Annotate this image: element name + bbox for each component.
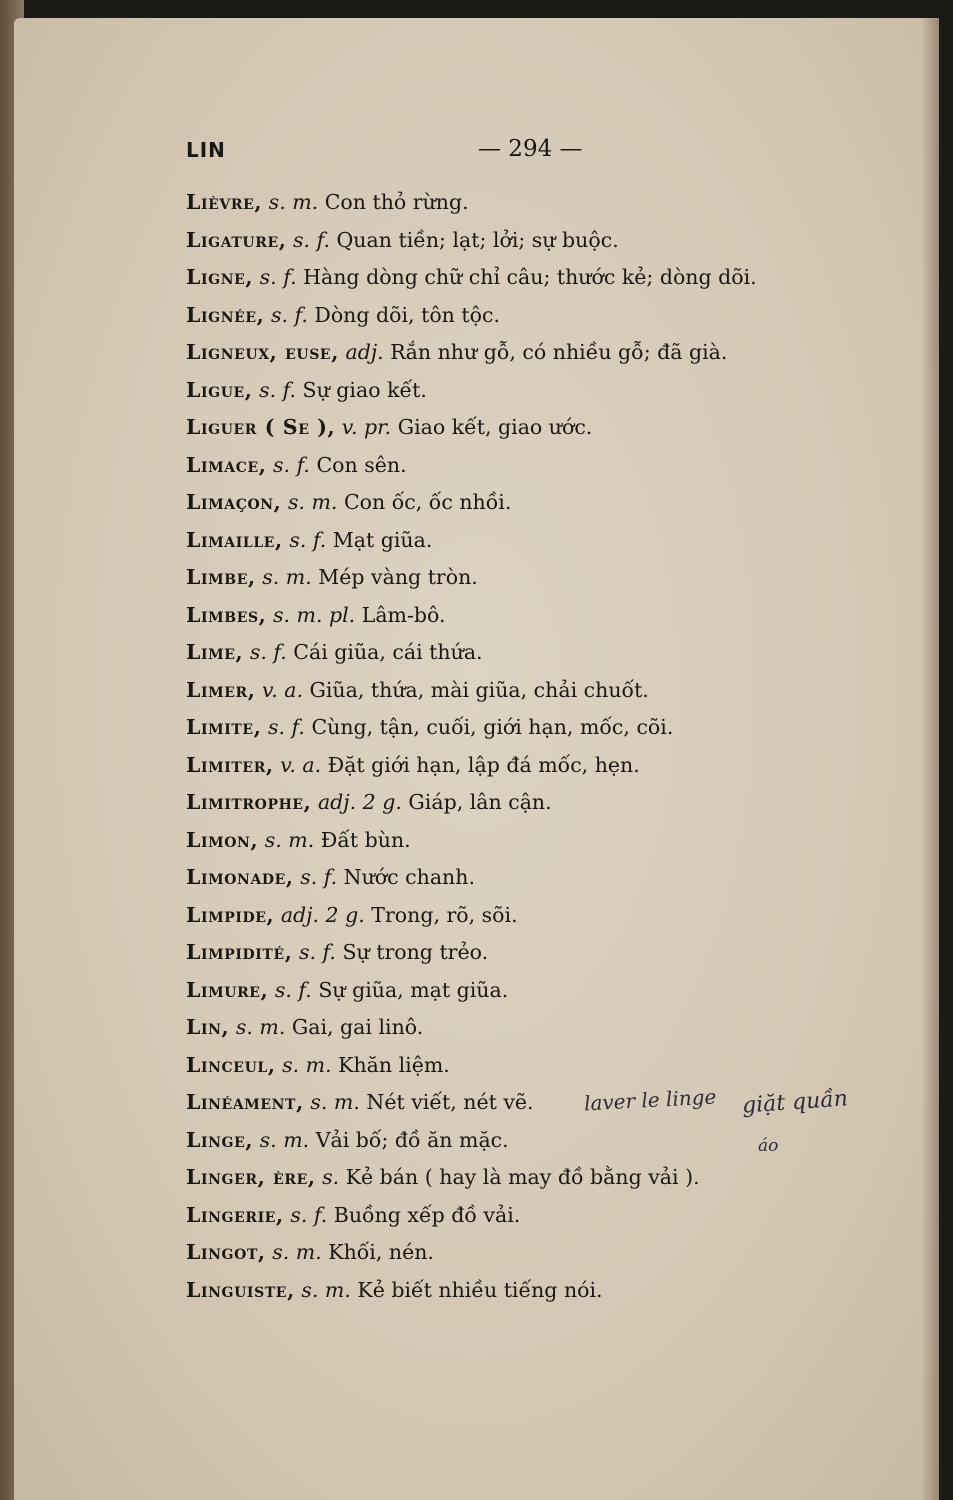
entry-grammar: s. f. bbox=[270, 302, 308, 327]
dictionary-entry bbox=[186, 447, 866, 485]
entry-definition: Mép vàng tròn. bbox=[318, 565, 478, 589]
entry-definition: Vải bố; đồ ăn mặc. bbox=[315, 1127, 509, 1152]
entry-definition: Gai, gai linô. bbox=[291, 1015, 424, 1039]
dictionary-entry bbox=[186, 1272, 866, 1310]
entry-grammar: s. f. bbox=[298, 940, 336, 964]
entry-grammar: s. f. bbox=[274, 977, 312, 1002]
entry-headword: Lignée, bbox=[186, 302, 265, 327]
entry-headword: Limonade, bbox=[186, 865, 294, 889]
entry-grammar: s. m. bbox=[268, 190, 319, 214]
entry-headword: Linguiste, bbox=[186, 1277, 295, 1302]
entry-grammar: s. f. bbox=[273, 452, 310, 477]
entry-headword: Ligneux, euse, bbox=[186, 340, 339, 364]
entry-grammar: s. f. bbox=[300, 865, 338, 889]
dictionary-entry bbox=[186, 259, 866, 297]
entry-headword: Ligue, bbox=[186, 377, 253, 402]
entry-grammar: s. f. bbox=[293, 227, 330, 252]
entry-grammar: adj. bbox=[345, 340, 384, 364]
entry-definition: Khối, nén. bbox=[328, 1240, 434, 1264]
dictionary-entry bbox=[186, 934, 866, 972]
entry-definition: Buồng xếp đồ vải. bbox=[333, 1202, 521, 1227]
entry-grammar: v. a. bbox=[262, 677, 303, 702]
entry-grammar: s. m. bbox=[287, 490, 338, 514]
entry-grammar: s. m. bbox=[235, 1015, 286, 1039]
entry-grammar: v. a. bbox=[280, 752, 322, 777]
dictionary-entry bbox=[186, 484, 866, 522]
dictionary-entry bbox=[186, 709, 866, 747]
dictionary-entry bbox=[186, 1197, 866, 1235]
entry-grammar: adj. 2 g. bbox=[280, 902, 365, 927]
dictionary-entry bbox=[186, 634, 866, 672]
page-header bbox=[186, 138, 606, 172]
entry-headword: Liguer ( Se ), bbox=[186, 415, 336, 439]
entry-grammar: s. f. bbox=[259, 377, 297, 402]
handwritten-note-vietnamese-2: áo bbox=[758, 1136, 779, 1156]
dictionary-entry bbox=[186, 822, 866, 860]
entry-headword: Lime, bbox=[186, 640, 244, 664]
entry-grammar: s. f. bbox=[249, 640, 287, 664]
entry-headword: Limite, bbox=[186, 715, 262, 739]
dictionary-entry bbox=[186, 334, 866, 372]
dictionary-entry bbox=[186, 522, 866, 560]
entry-definition: Con sên. bbox=[316, 452, 407, 477]
dictionary-entry bbox=[186, 1009, 866, 1047]
entry-definition: Đặt giới hạn, lập đá mốc, hẹn. bbox=[327, 752, 640, 777]
dictionary-entry bbox=[186, 672, 866, 710]
entry-grammar: s. f. bbox=[259, 265, 297, 289]
entry-definition: Quan tiền; lạt; lởi; sự buộc. bbox=[336, 227, 619, 252]
entry-headword: Limaçon, bbox=[186, 490, 282, 514]
entry-definition: Sự giao kết. bbox=[302, 377, 427, 402]
entry-grammar: s. m. pl. bbox=[272, 602, 356, 627]
entry-definition: Trong, rõ, sõi. bbox=[371, 902, 518, 927]
dictionary-entry bbox=[186, 184, 866, 222]
entry-grammar: adj. 2 g. bbox=[317, 790, 402, 814]
entry-definition: Hàng dòng chữ chỉ câu; thước kẻ; dòng dõi. bbox=[303, 265, 757, 289]
entry-definition: Nét viết, nét vẽ. bbox=[366, 1090, 534, 1114]
entry-headword: Limure, bbox=[186, 977, 269, 1002]
entry-headword: Linéament, bbox=[186, 1090, 304, 1114]
dictionary-entry bbox=[186, 897, 866, 935]
entry-definition: Rắn như gỗ, có nhiều gỗ; đã già. bbox=[390, 340, 728, 364]
dictionary-entry bbox=[186, 559, 866, 597]
dictionary-entry bbox=[186, 222, 866, 260]
dictionary-entry bbox=[186, 1159, 866, 1197]
entry-definition: Mạt giũa. bbox=[332, 527, 433, 552]
dictionary-entry bbox=[186, 372, 866, 410]
entry-headword: Lièvre, bbox=[186, 190, 263, 214]
entry-definition: Dòng dõi, tôn tộc. bbox=[314, 302, 500, 327]
entry-grammar: s. m. bbox=[264, 827, 315, 852]
entry-headword: Lingerie, bbox=[186, 1202, 284, 1227]
entry-grammar: s. bbox=[322, 1165, 340, 1189]
entry-grammar: v. pr. bbox=[341, 415, 392, 439]
entry-headword: Linger, ère, bbox=[186, 1165, 316, 1189]
entry-grammar: s. m. bbox=[272, 1240, 322, 1264]
entry-definition: Cùng, tận, cuối, giới hạn, mốc, cõi. bbox=[311, 715, 674, 739]
entry-definition: Giao kết, giao ước. bbox=[397, 415, 593, 439]
entry-headword: Limace, bbox=[186, 452, 267, 477]
entry-definition: Sự trong trẻo. bbox=[342, 940, 489, 964]
entry-grammar: s. f. bbox=[289, 527, 327, 552]
entry-definition: Giũa, thứa, mài giũa, chải chuốt. bbox=[309, 677, 649, 702]
entry-headword: Linceul, bbox=[186, 1052, 276, 1077]
entry-headword: Lingot, bbox=[186, 1240, 266, 1264]
entry-headword: Linge, bbox=[186, 1127, 254, 1152]
entry-headword: Limpide, bbox=[186, 902, 275, 927]
entry-definition: Con ốc, ốc nhồi. bbox=[343, 490, 512, 514]
entry-grammar: s. m. bbox=[301, 1277, 351, 1302]
entry-headword: Limbes, bbox=[186, 602, 267, 627]
entry-grammar: s. m. bbox=[282, 1052, 332, 1077]
dictionary-entry bbox=[186, 859, 866, 897]
entry-grammar: s. m. bbox=[310, 1090, 360, 1114]
dictionary-entry bbox=[186, 972, 866, 1010]
entry-definition: Sự giũa, mạt giũa. bbox=[318, 977, 509, 1002]
page-edge bbox=[921, 18, 939, 1500]
entry-grammar: s. f. bbox=[290, 1202, 328, 1227]
entry-headword: Ligne, bbox=[186, 265, 254, 289]
entry-grammar: s. f. bbox=[267, 715, 305, 739]
dictionary-entry bbox=[186, 747, 866, 785]
handwritten-note-vietnamese: giặt quần bbox=[741, 1086, 849, 1119]
entry-headword: Limbe, bbox=[186, 565, 256, 589]
entry-headword: Lin, bbox=[186, 1015, 230, 1039]
entry-definition: Khăn liệm. bbox=[338, 1052, 450, 1077]
entry-headword: Limon, bbox=[186, 827, 259, 852]
entry-headword: Ligature, bbox=[186, 227, 287, 252]
dictionary-entry bbox=[186, 1234, 866, 1272]
entry-headword: Limitrophe, bbox=[186, 790, 312, 814]
entry-definition: Đất bùn. bbox=[320, 827, 411, 852]
page-number: — 294 — bbox=[478, 136, 583, 162]
entry-grammar: s. m. bbox=[262, 565, 312, 589]
entry-definition: Lâm-bô. bbox=[361, 602, 446, 627]
entry-headword: Limpidité, bbox=[186, 940, 293, 964]
dictionary-entry bbox=[186, 1047, 866, 1085]
entry-definition: Cái giũa, cái thứa. bbox=[293, 640, 483, 664]
dictionary-entry bbox=[186, 597, 866, 635]
entry-headword: Limer, bbox=[186, 677, 256, 702]
running-head: LIN bbox=[186, 138, 226, 162]
entry-definition: Kẻ bán ( hay là may đồ bằng vải ). bbox=[345, 1165, 700, 1189]
entry-headword: Limaille, bbox=[186, 527, 283, 552]
entry-definition: Nước chanh. bbox=[343, 865, 475, 889]
entry-headword: Limiter, bbox=[186, 752, 274, 777]
entry-grammar: s. m. bbox=[259, 1127, 310, 1152]
entry-definition: Kẻ biết nhiều tiếng nói. bbox=[357, 1277, 603, 1302]
dictionary-entry bbox=[186, 784, 866, 822]
entry-definition: Con thỏ rừng. bbox=[324, 190, 469, 214]
dictionary-entry bbox=[186, 297, 866, 335]
dictionary-entry bbox=[186, 409, 866, 447]
handwritten-note-french: laver le linge bbox=[583, 1084, 717, 1116]
entry-definition: Giáp, lân cận. bbox=[408, 790, 552, 814]
